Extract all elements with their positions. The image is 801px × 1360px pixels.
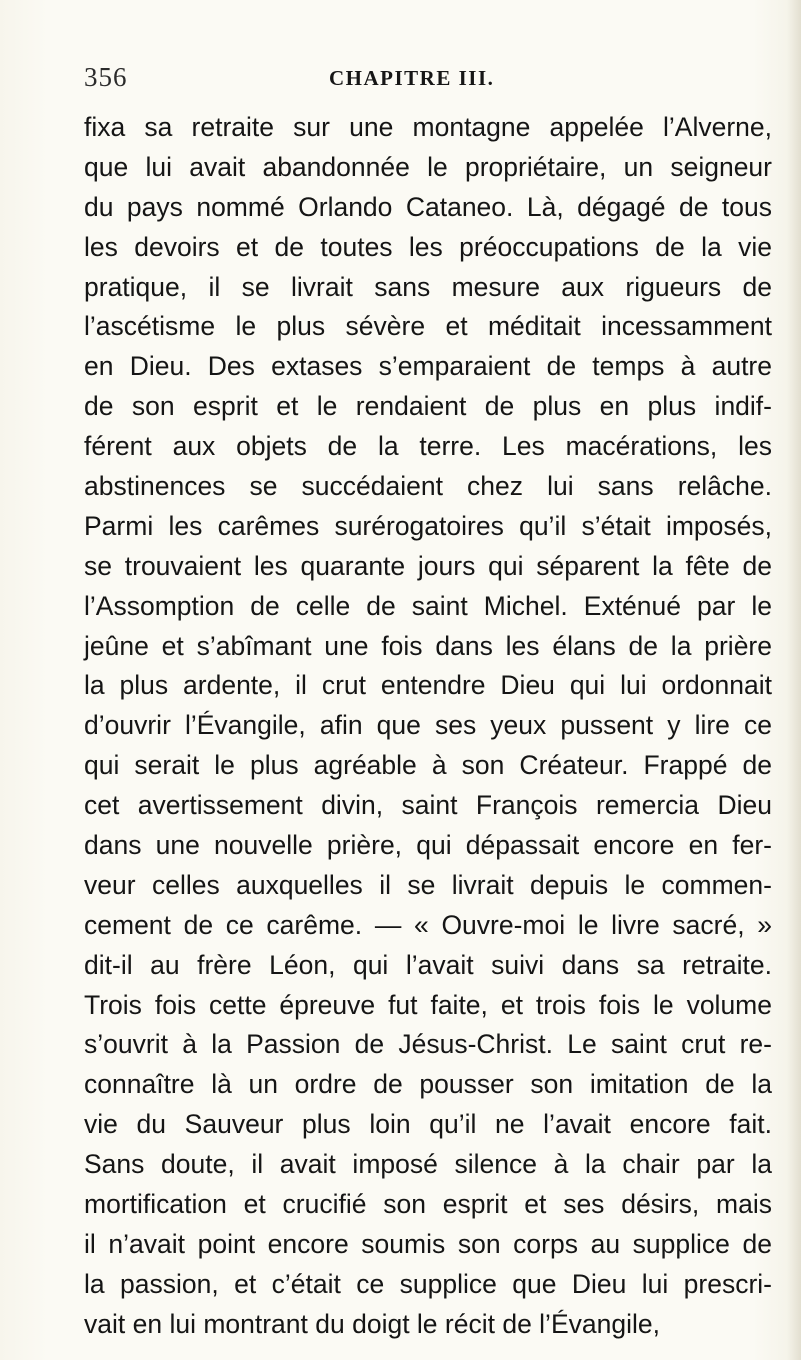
text-line: veur celles auxquelles il se livrait depuis le commen-	[84, 869, 772, 900]
text-line: d’ouvrir l’Évangile, afin que ses yeux pussent y lire ce	[84, 710, 772, 741]
page-edge-shadow	[787, 0, 801, 1360]
text-line: jeûne et s’abîmant une fois dans les élans de la prière	[84, 630, 772, 661]
page-number: 356	[84, 62, 128, 92]
text-line: la passion, et c’était ce supplice que Dieu lui prescri-	[84, 1268, 772, 1299]
text-line: Parmi les carêmes surérogatoires qu’il s’était imposés,	[84, 510, 772, 541]
text-line: cement de ce carême. — « Ouvre-moi le livre sacré, »	[84, 909, 772, 940]
text-line: la plus ardente, il crut entendre Dieu qui lui ordonnait	[84, 670, 772, 701]
text-line: vait en lui montrant du doigt le récit de l’Évangile,	[84, 1308, 660, 1339]
text-line: pratique, il se livrait sans mesure aux rigueurs de	[84, 271, 772, 302]
text-line: cet avertissement divin, saint François remercia Dieu	[84, 790, 772, 821]
text-line: fixa sa retraite sur une montagne appelée l’Alverne,	[84, 112, 772, 142]
text-line: férent aux objets de la terre. Les macérations, les	[84, 431, 772, 462]
text-line: connaître là un ordre de pousser son imitation de la	[84, 1069, 772, 1100]
text-line: Trois fois cette épreuve fut faite, et trois fois le volume	[84, 989, 772, 1020]
text-line: les devoirs et de toutes les préoccupations de la vie	[84, 231, 772, 262]
text-line: l’Assomption de celle de saint Michel. Exténué par le	[84, 590, 772, 621]
running-head	[84, 62, 684, 102]
text-line: se trouvaient les quarante jours qui séparent la fête de	[84, 550, 772, 581]
text-line: l’ascétisme le plus sévère et méditait incessamment	[84, 311, 772, 342]
text-line: il n’avait point encore soumis son corps au supplice de	[84, 1228, 772, 1259]
text-line: que lui avait abandonnée le propriétaire, un seigneur	[84, 151, 772, 182]
text-line: Sans doute, il avait imposé silence à la chair par la	[84, 1149, 772, 1180]
text-line: de son esprit et le rendaient de plus en plus indif-	[84, 391, 772, 422]
chapter-title: CHAPITRE III.	[329, 66, 495, 90]
text-line: s’ouvrit à la Passion de Jésus-Christ. Le saint crut re-	[84, 1029, 772, 1060]
text-line: dans une nouvelle prière, qui dépassait encore en fer-	[84, 830, 772, 861]
body-text	[84, 108, 772, 1345]
text-line: mortification et crucifié son esprit et ses désirs, mais	[84, 1189, 772, 1220]
text-line: abstinences se succédaient chez lui sans relâche.	[84, 471, 772, 502]
text-line: du pays nommé Orlando Cataneo. Là, dégagé de tous	[84, 191, 772, 222]
text-line: vie du Sauveur plus loin qu’il ne l’avait encore fait.	[84, 1109, 772, 1140]
text-line: en Dieu. Des extases s’emparaient de temps à autre	[84, 351, 772, 382]
text-line: qui serait le plus agréable à son Créateur. Frappé de	[84, 750, 772, 781]
text-line: dit-il au frère Léon, qui l’avait suivi dans sa retraite.	[84, 949, 772, 980]
